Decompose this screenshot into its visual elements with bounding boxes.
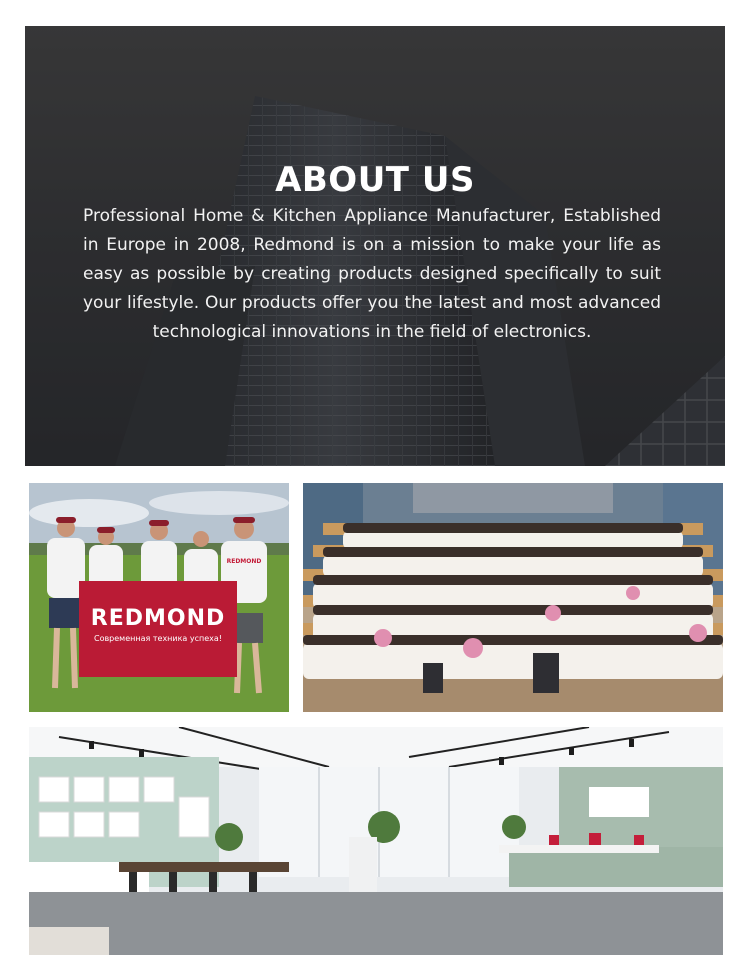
banner-brand-text: REDMOND (90, 606, 226, 631)
about-us-hero (25, 26, 725, 466)
showroom-photo (29, 727, 723, 955)
about-description: Professional Home & Kitchen Appliance Manufacturer, Established in Europe in 2008, Redmond is on a mission to make your life as easy as possible by creating products designed specifically to suit your lifestyle. Our products offer you the latest and most advanced technological innovations in the field of electronics. (83, 206, 661, 342)
page-title: ABOUT US (275, 160, 475, 200)
staff-group-photo (303, 483, 723, 712)
team-banner-photo (29, 483, 289, 712)
shirt-print-text: REDMOND (226, 558, 262, 565)
banner-tagline-text: Современная техника успеха! (93, 634, 223, 643)
